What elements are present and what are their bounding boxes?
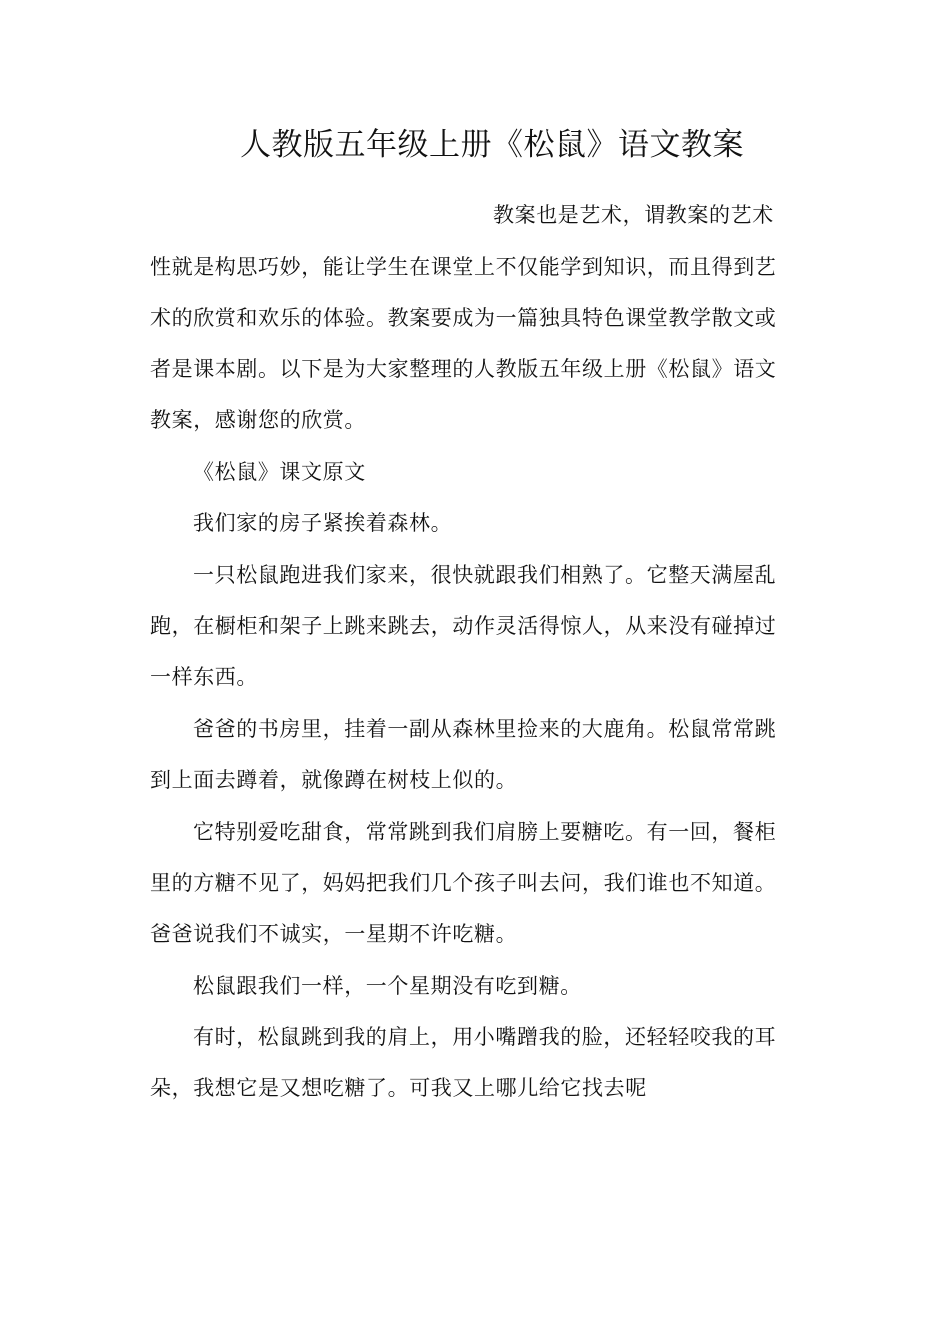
- paragraph-line: 松鼠跟我们一样，一个星期没有吃到糖。: [193, 974, 582, 998]
- paragraph-line: 一样东西。: [150, 665, 258, 689]
- paragraph-line: 一只松鼠跑进我们家来，很快就跟我们相熟了。它整天满屋乱: [193, 563, 777, 587]
- paragraph-line: 我们家的房子紧挨着森林。: [193, 511, 453, 535]
- paragraph-line: 教案也是艺术，谓教案的艺术: [493, 203, 774, 227]
- paragraph-line: 术的欣赏和欢乐的体验。教案要成为一篇独具特色课堂教学散文或: [150, 306, 777, 330]
- paragraph-line: 教案，感谢您的欣赏。: [150, 408, 366, 432]
- section-heading: 《松鼠》课文原文: [193, 460, 366, 484]
- document-title: 人教版五年级上册《松鼠》语文教案: [240, 127, 744, 163]
- paragraph-line: 爸爸的书房里，挂着一副从森林里捡来的大鹿角。松鼠常常跳: [193, 717, 777, 741]
- paragraph-line: 性就是构思巧妙，能让学生在课堂上不仅能学到知识，而且得到艺: [150, 255, 777, 279]
- paragraph-line: 朵，我想它是又想吃糖了。可我又上哪儿给它找去呢: [150, 1076, 647, 1100]
- paragraph-line: 爸爸说我们不诚实，一星期不许吃糖。: [150, 922, 518, 946]
- paragraph-line: 它特别爱吃甜食，常常跳到我们肩膀上要糖吃。有一回，餐柜: [193, 820, 777, 844]
- paragraph-line: 里的方糖不见了，妈妈把我们几个孩子叫去问，我们谁也不知道。: [150, 871, 777, 895]
- paragraph-line: 到上面去蹲着，就像蹲在树枝上似的。: [150, 768, 518, 792]
- paragraph-line: 有时，松鼠跳到我的肩上，用小嘴蹭我的脸，还轻轻咬我的耳: [193, 1025, 777, 1049]
- paragraph-line: 者是课本剧。以下是为大家整理的人教版五年级上册《松鼠》语文: [150, 357, 777, 381]
- paragraph-line: 跑，在橱柜和架子上跳来跳去，动作灵活得惊人，从来没有碰掉过: [150, 614, 777, 638]
